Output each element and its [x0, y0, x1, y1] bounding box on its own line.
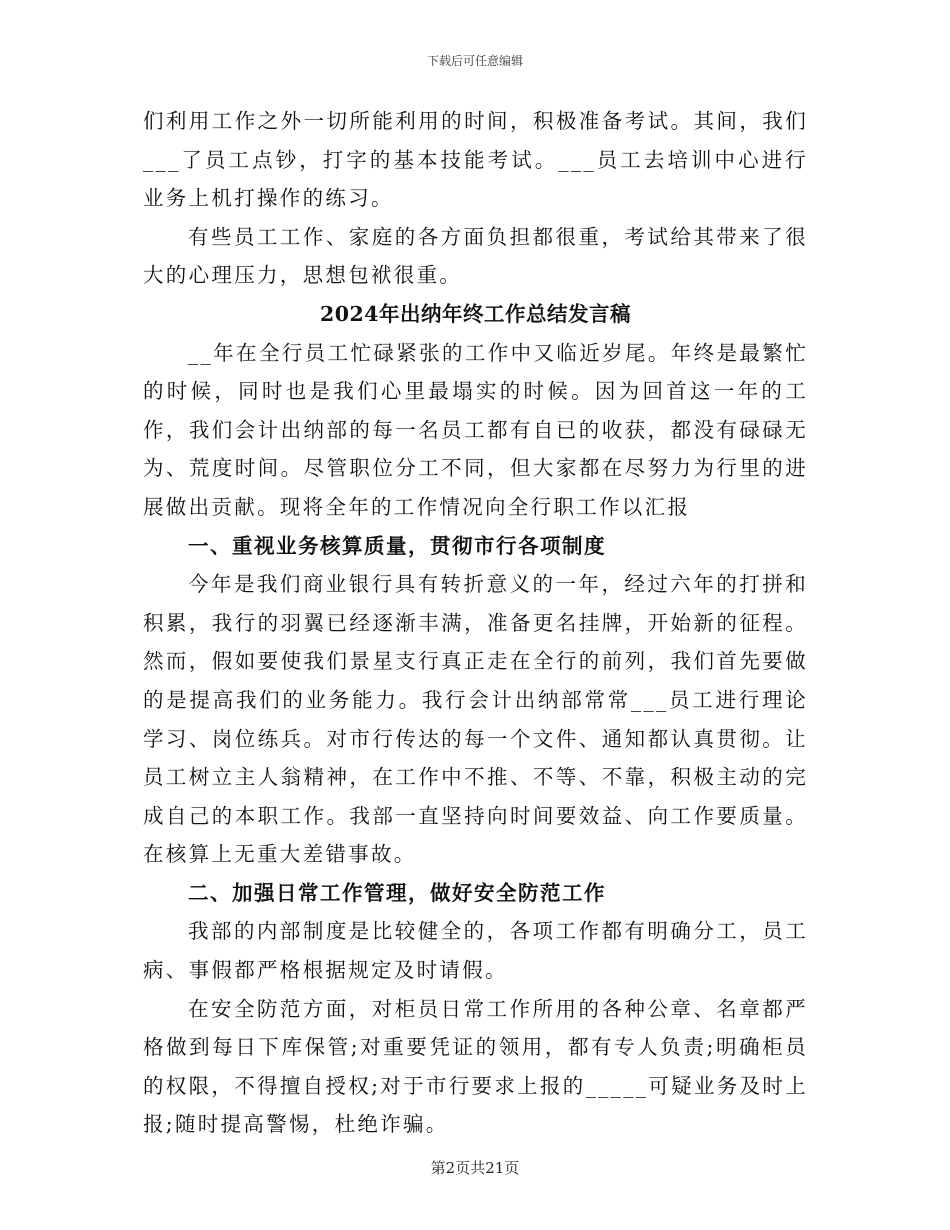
- paragraph-intro: __年在全行员工忙碌紧张的工作中又临近岁尾。年终是最繁忙的时候，同时也是我们心里最塌实的时候。因为回首这一年的工作，我们会计出纳部的每一名员工都有自已的收获，都没有碌碌无为、荒度时间。尽管职位分工不同，但大家都在尽努力为行里的进展做出贡献。现将全年的工作情况向全行职工作以汇报: [143, 340, 808, 519]
- page-number: 第2页共21页: [430, 1159, 520, 1177]
- paragraph-continuation: 们利用工作之外一切所能利用的时间，积极准备考试。其间，我们___了员工点钞，打字的基本技能考试。___员工去培训中心进行业务上机打操作的练习。: [143, 109, 808, 211]
- section-heading-1: 一、重视业务核算质量，贯彻市行各项制度: [188, 533, 606, 558]
- paragraph-security: 在安全防范方面，对柜员日常工作所用的各种公章、名章都严格做到每日下库保管;对重要凭证的领用，都有专人负责;明确柜员的权限，不得擅自授权;对于市行要求上报的_____可疑业务及时上报;随时提高警惕，杜绝诈骗。: [143, 996, 808, 1137]
- paragraph-internal-rules: 我部的内部制度是比较健全的，各项工作都有明确分工，员工病、事假都严格根据规定及时请假。: [143, 919, 808, 983]
- document-title: 2024年出纳年终工作总结发言稿: [319, 301, 632, 326]
- paragraph-section-1: 今年是我们商业银行具有转折意义的一年，经过六年的打拼和积累，我行的羽翼已经逐渐丰满，准备更名挂牌，开始新的征程。然而，假如要使我们景星支行真正走在全行的前列，我们首先要做的是提高我们的业务能力。我行会计出纳部常常___员工进行理论学习、岗位练兵。对市行传达的每一个文件、通知都认真贯彻。让员工树立主人翁精神，在工作中不推、不等、不靠，积极主动的完成自己的本职工作。我部一直坚持向时间要效益、向工作要质量。在核算上无重大差错事故。: [143, 572, 808, 867]
- paragraph-pressure: 有些员工工作、家庭的各方面负担都很重，考试给其带来了很大的心理压力，思想包袱很重。: [143, 224, 808, 288]
- document-body: [143, 102, 808, 1144]
- page-header: 下载后可任意编辑: [426, 54, 523, 68]
- section-heading-2: 二、加强日常工作管理，做好安全防范工作: [188, 880, 606, 905]
